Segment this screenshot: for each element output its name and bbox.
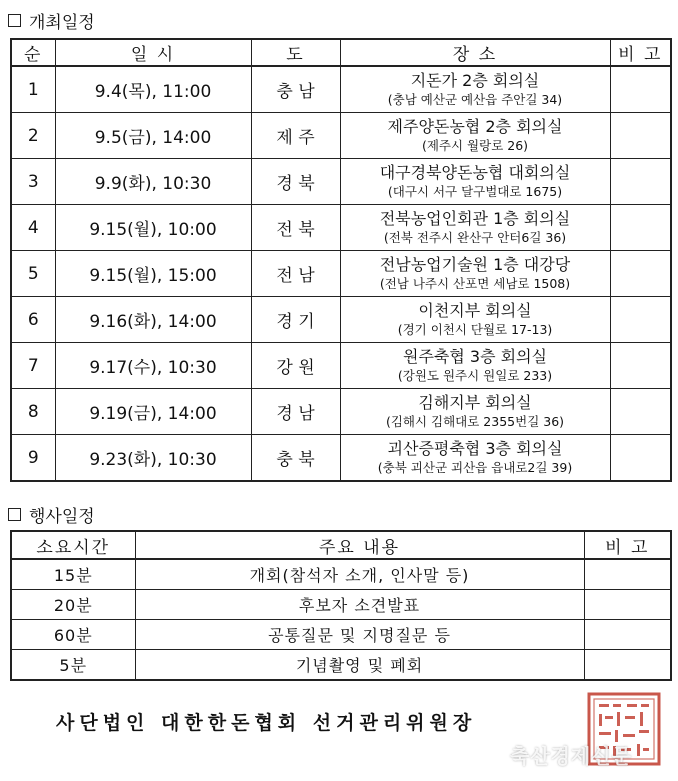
venue-address: (김해시 김해대로 2355번길 36)	[385, 414, 565, 429]
header-province: 도	[251, 39, 340, 66]
table-row	[11, 435, 671, 482]
table-row	[11, 297, 671, 343]
row-datetime: 9.16(화), 14:00	[55, 297, 251, 343]
row-province: 제 주	[251, 113, 340, 159]
header-no: 순	[11, 39, 55, 66]
row-note	[610, 343, 671, 389]
watermark-text: 축산경제신문	[510, 744, 632, 768]
organization-signature: 사단법인 대한한돈협회 선거관리위원장	[56, 712, 477, 734]
table-row	[11, 650, 671, 681]
row-venue-cell	[340, 297, 610, 343]
row-no: 5	[11, 251, 55, 297]
events-header-row	[11, 531, 671, 559]
venue-address: (제주시 월랑로 26)	[421, 138, 529, 153]
row-duration: 60분	[11, 620, 135, 650]
venue-name: 이천지부 회의실	[418, 301, 532, 320]
table-row	[11, 113, 671, 159]
row-province: 충 북	[251, 435, 340, 482]
row-content: 개회(참석자 소개, 인사말 등)	[135, 559, 584, 590]
row-venue-cell	[340, 66, 610, 113]
row-province: 경 북	[251, 159, 340, 205]
table-row	[11, 205, 671, 251]
row-datetime: 9.5(금), 14:00	[55, 113, 251, 159]
row-venue-cell	[340, 389, 610, 435]
venue-name: 김해지부 회의실	[418, 393, 532, 412]
venue-address: (경기 이천시 단월로 17-13)	[397, 322, 553, 337]
venue-name: 대구경북양돈농협 대회의실	[379, 163, 571, 182]
venue-name: 전남농업기술원 1층 대강당	[379, 255, 571, 274]
events-table	[10, 530, 672, 681]
row-event-note	[584, 559, 671, 590]
table-row	[11, 389, 671, 435]
row-duration: 15분	[11, 559, 135, 590]
table-row	[11, 251, 671, 297]
row-venue-cell	[340, 159, 610, 205]
venue-address: (대구시 서구 달구벌대로 1675)	[387, 184, 563, 199]
table-row	[11, 343, 671, 389]
row-datetime: 9.17(수), 10:30	[55, 343, 251, 389]
row-venue-cell	[340, 205, 610, 251]
row-no: 1	[11, 66, 55, 113]
events-title: 행사일정	[29, 507, 95, 527]
venue-address: (충북 괴산군 괴산읍 읍내로2길 39)	[377, 460, 573, 475]
row-content: 기념촬영 및 폐회	[135, 650, 584, 681]
row-no: 2	[11, 113, 55, 159]
table-row	[11, 559, 671, 590]
venue-name: 원주축협 3층 회의실	[403, 347, 547, 366]
row-province: 경 남	[251, 389, 340, 435]
venue-address: (전북 전주시 완산구 안터6길 36)	[383, 230, 567, 245]
row-content: 후보자 소견발표	[135, 590, 584, 620]
row-no: 4	[11, 205, 55, 251]
row-note	[610, 159, 671, 205]
schedule-header-row	[11, 39, 671, 66]
row-note	[610, 113, 671, 159]
row-no: 8	[11, 389, 55, 435]
row-venue-cell	[340, 251, 610, 297]
header-duration: 소요시간	[11, 531, 135, 559]
schedule-title: 개최일정	[29, 13, 95, 33]
row-province: 전 남	[251, 251, 340, 297]
header-content: 주요 내용	[135, 531, 584, 559]
row-province: 충 남	[251, 66, 340, 113]
checkbox-square-icon	[8, 508, 21, 521]
table-row	[11, 590, 671, 620]
row-note	[610, 251, 671, 297]
venue-address: (전남 나주시 산포면 세남로 1508)	[379, 276, 571, 291]
row-no: 9	[11, 435, 55, 482]
row-note	[610, 66, 671, 113]
venue-name: 전북농업인회관 1층 회의실	[379, 209, 571, 228]
row-datetime: 9.9(화), 10:30	[55, 159, 251, 205]
row-event-note	[584, 620, 671, 650]
row-datetime: 9.15(월), 15:00	[55, 251, 251, 297]
header-datetime: 일 시	[55, 39, 251, 66]
row-venue-cell	[340, 343, 610, 389]
header-event-note: 비 고	[584, 531, 671, 559]
schedule-table	[10, 38, 672, 482]
venue-address: (강원도 원주시 원일로 233)	[397, 368, 553, 383]
row-province: 경 기	[251, 297, 340, 343]
row-datetime: 9.15(월), 10:00	[55, 205, 251, 251]
row-note	[610, 435, 671, 482]
table-row	[11, 620, 671, 650]
schedule-section-title	[8, 8, 95, 33]
row-no: 7	[11, 343, 55, 389]
row-venue-cell	[340, 113, 610, 159]
row-venue-cell	[340, 435, 610, 482]
row-datetime: 9.23(화), 10:30	[55, 435, 251, 482]
row-province: 강 원	[251, 343, 340, 389]
row-duration: 20분	[11, 590, 135, 620]
table-row	[11, 159, 671, 205]
venue-name: 지돈가 2층 회의실	[410, 71, 540, 90]
events-section-title	[8, 502, 95, 527]
venue-name: 괴산증평축협 3층 회의실	[387, 439, 563, 458]
row-duration: 5분	[11, 650, 135, 681]
venue-address: (충남 예산군 예산읍 주안길 34)	[387, 92, 563, 107]
row-event-note	[584, 650, 671, 681]
row-note	[610, 297, 671, 343]
header-venue: 장 소	[340, 39, 610, 66]
row-event-note	[584, 590, 671, 620]
row-note	[610, 205, 671, 251]
table-row	[11, 66, 671, 113]
row-note	[610, 389, 671, 435]
header-note: 비 고	[610, 39, 671, 66]
row-datetime: 9.19(금), 14:00	[55, 389, 251, 435]
row-content: 공통질문 및 지명질문 등	[135, 620, 584, 650]
row-datetime: 9.4(목), 11:00	[55, 66, 251, 113]
checkbox-square-icon	[8, 14, 21, 27]
row-no: 6	[11, 297, 55, 343]
row-no: 3	[11, 159, 55, 205]
row-province: 전 북	[251, 205, 340, 251]
venue-name: 제주양돈농협 2층 회의실	[387, 117, 563, 136]
